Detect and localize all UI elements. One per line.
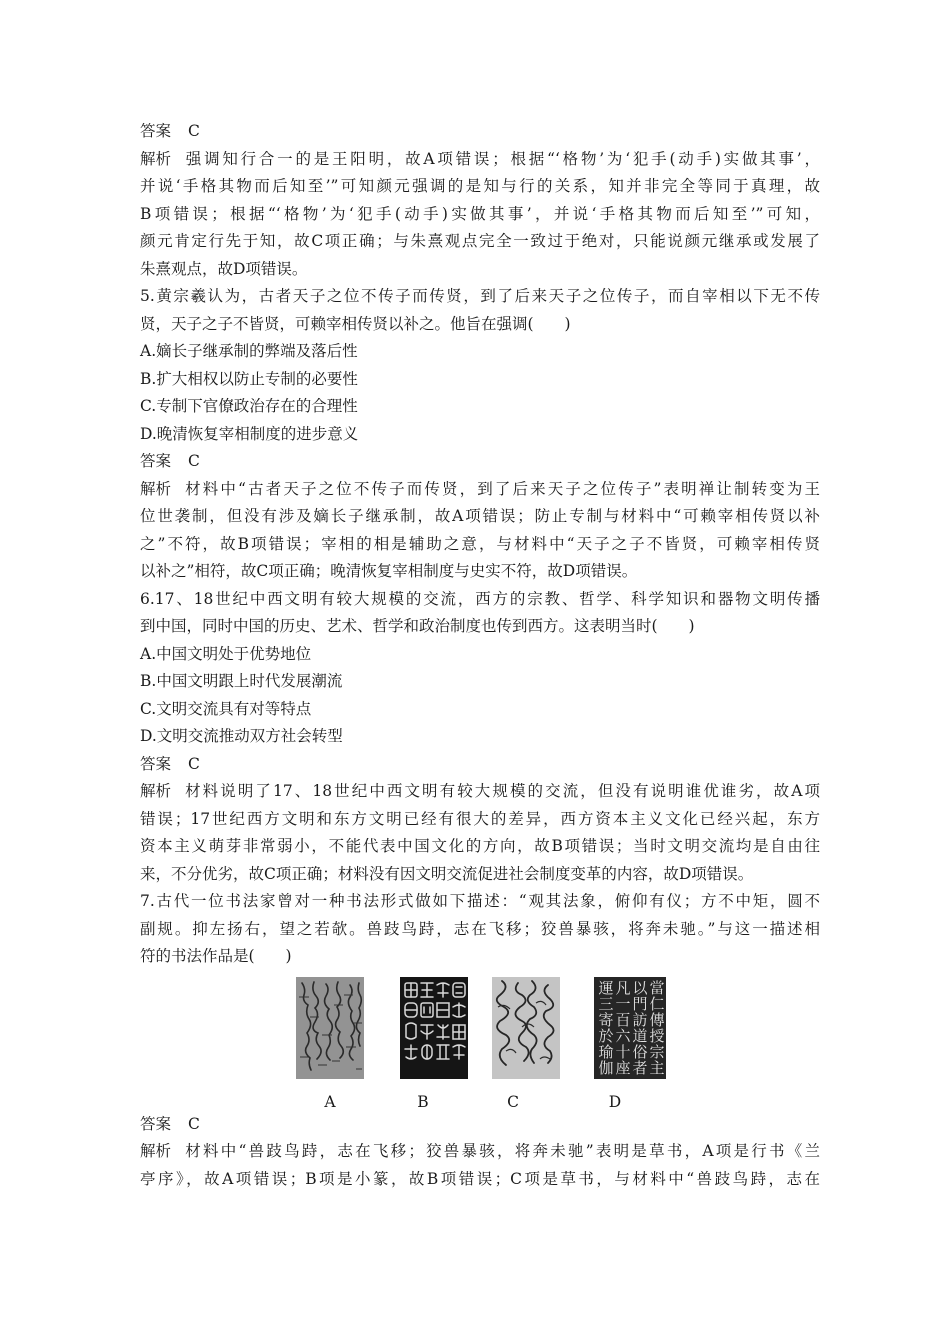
stele-character: 凡	[615, 978, 631, 997]
answer-line	[140, 751, 820, 779]
stele-character: 座	[615, 1058, 631, 1077]
analysis-line: 位世袭制，但没有涉及嫡长子继承制，故A项错误；防止专制与材料中“可赖宰相传贤以补	[140, 507, 820, 525]
option-c: C.文明交流具有对等特点	[140, 699, 312, 718]
question-stem: 6.17、18世纪中西文明有较大规模的交流，西方的宗教、哲学、科学知识和器物文明传播	[140, 589, 820, 608]
stele-character: 百	[615, 1010, 631, 1029]
answer-value: C	[187, 122, 200, 140]
answer-line	[140, 448, 820, 476]
analysis-text: 材料中“古者天子之位不传子而传贤，到了后来天子之位传子”表明禅让制转变为王	[183, 479, 820, 498]
analysis-label: 解析	[140, 149, 172, 168]
calligraphy-image-b	[400, 977, 468, 1079]
stele-character: 當	[649, 978, 665, 997]
analysis-text: 材料说明了17、18世纪中西文明有较大规模的交流，但没有说明谁优谁劣，故A项	[183, 782, 820, 800]
analysis-line: 来，不分优劣，故C项正确；材料没有因文明交流促进社会制度变革的内容，故D项错误。	[140, 864, 754, 883]
analysis-line: 并说‘手格其物而后知至’”可知颜元强调的是知与行的关系，知并非完全等同于真理，故	[140, 177, 820, 195]
analysis-line	[140, 146, 820, 174]
stele-character: 伽	[598, 1058, 614, 1077]
analysis-line	[140, 1138, 820, 1166]
answer-label: 答案	[140, 1114, 172, 1133]
question-stem: 副规。抑左扬右，望之若欹。兽跂鸟跱，志在飞移；狡兽暴骇，将奔未驰。”与这一描述相	[140, 919, 820, 938]
calligraphy-image-c	[492, 977, 560, 1079]
answer-label: 答案	[140, 452, 172, 470]
analysis-line: 资本主义萌芽非常弱小，不能代表中国文化的方向，故B项错误；当时文明交流均是自由往	[140, 837, 820, 855]
question-stem: 到中国，同时中国的历史、艺术、哲学和政治制度也传到西方。这表明当时( )	[140, 617, 695, 635]
analysis-line: 之”不符，故B项错误；宰相的相是辅助之意，与材料中“天子之子不皆贤，可赖宰相传贤	[140, 534, 820, 553]
figure-label-a: A	[324, 1092, 336, 1111]
option-d: D.晚清恢复宰相制度的进步意义	[140, 424, 359, 443]
analysis-label: 解析	[140, 1142, 172, 1160]
stele-character: 主	[649, 1058, 665, 1077]
analysis-line	[140, 476, 820, 504]
stele-character: 寄	[598, 1010, 614, 1029]
analysis-line: 亭序》，故A项错误；B项是小篆，故B项错误；C项是草书，与材料中“兽跂鸟跱，志在	[140, 1169, 820, 1188]
calligraphy-image-d	[594, 977, 666, 1079]
stele-character: 仁	[649, 994, 665, 1013]
answer-line	[140, 1111, 820, 1139]
analysis-text: 强调知行合一的是王阳明，故A项错误；根据“‘格物’为‘犯手(动手)实做其事’，	[183, 149, 820, 168]
stele-character: 以	[632, 978, 648, 997]
calligraphy-image-a	[296, 977, 364, 1079]
answer-label: 答案	[140, 122, 172, 140]
answer-value: C	[187, 1114, 200, 1133]
option-a: A.中国文明处于优势地位	[140, 644, 312, 663]
stele-character: 俗	[632, 1042, 648, 1061]
question-stem: 符的书法作品是( )	[140, 947, 292, 965]
answer-label: 答案	[140, 754, 172, 773]
stele-character: 道	[632, 1026, 648, 1045]
analysis-label: 解析	[140, 479, 172, 498]
figure-label-d: D	[608, 1092, 622, 1111]
calligraphy-figures	[140, 977, 820, 1111]
analysis-line	[140, 778, 820, 806]
answer-value: C	[187, 754, 200, 773]
question-stem: 5.黄宗羲认为，古者天子之位不传子而传贤，到了后来天子之位传子，而自宰相以下无不传	[140, 287, 820, 305]
stele-character: 瑜	[598, 1042, 614, 1061]
stele-character: 傳	[649, 1010, 665, 1029]
analysis-line: 朱熹观点，故D项错误。	[140, 259, 308, 278]
stele-character: 授	[649, 1026, 665, 1045]
question-stem: 贤，天子之子不皆贤，可赖宰相传贤以补之。他旨在强调( )	[140, 314, 571, 333]
stele-character: 者	[632, 1058, 648, 1077]
analysis-line: 错误；17世纪西方文明和东方文明已经有很大的差异，西方资本主义文化已经兴起，东方	[140, 809, 820, 828]
question-stem: 7.古代一位书法家曾对一种书法形式做如下描述：“观其法象，俯仰有仪；方不中矩，圆不	[140, 892, 820, 910]
stele-character: 門	[632, 994, 648, 1013]
analysis-text: 材料中“兽跂鸟跱，志在飞移；狡兽暴骇，将奔未驰”表明是草书，A项是行书《兰	[183, 1142, 820, 1160]
figure-label-b: B	[417, 1092, 429, 1111]
option-a: A.嫡长子继承制的弊端及落后性	[140, 342, 358, 360]
analysis-line: B项错误；根据“‘格物’为‘犯手(动手)实做其事’，并说‘手格其物而后知至’”可知，	[140, 204, 820, 223]
analysis-line: 以补之”相符，故C项正确；晚清恢复宰相制度与史实不符，故D项错误。	[140, 562, 638, 580]
option-b: B.中国文明跟上时代发展潮流	[140, 672, 343, 690]
option-c: C.专制下官僚政治存在的合理性	[140, 397, 358, 415]
stele-character: 一	[615, 994, 631, 1013]
answer-line	[140, 118, 820, 146]
stele-character: 宗	[649, 1042, 665, 1061]
stele-character: 訪	[632, 1010, 648, 1029]
analysis-label: 解析	[140, 782, 172, 800]
stele-character: 於	[598, 1026, 614, 1045]
stele-character: 運	[598, 978, 614, 997]
option-d: D.文明交流推动双方社会转型	[140, 727, 343, 745]
answer-value: C	[187, 452, 200, 470]
stele-character: 六	[615, 1026, 631, 1045]
analysis-line: 颜元肯定行先于知，故C项正确；与朱熹观点完全一致过于绝对，只能说颜元继承或发展了	[140, 232, 820, 250]
stele-character: 三	[598, 994, 614, 1013]
option-b: B.扩大相权以防止专制的必要性	[140, 369, 358, 388]
figure-label-c: C	[507, 1092, 519, 1111]
document-page	[140, 118, 820, 1193]
stele-character: 十	[615, 1042, 631, 1061]
